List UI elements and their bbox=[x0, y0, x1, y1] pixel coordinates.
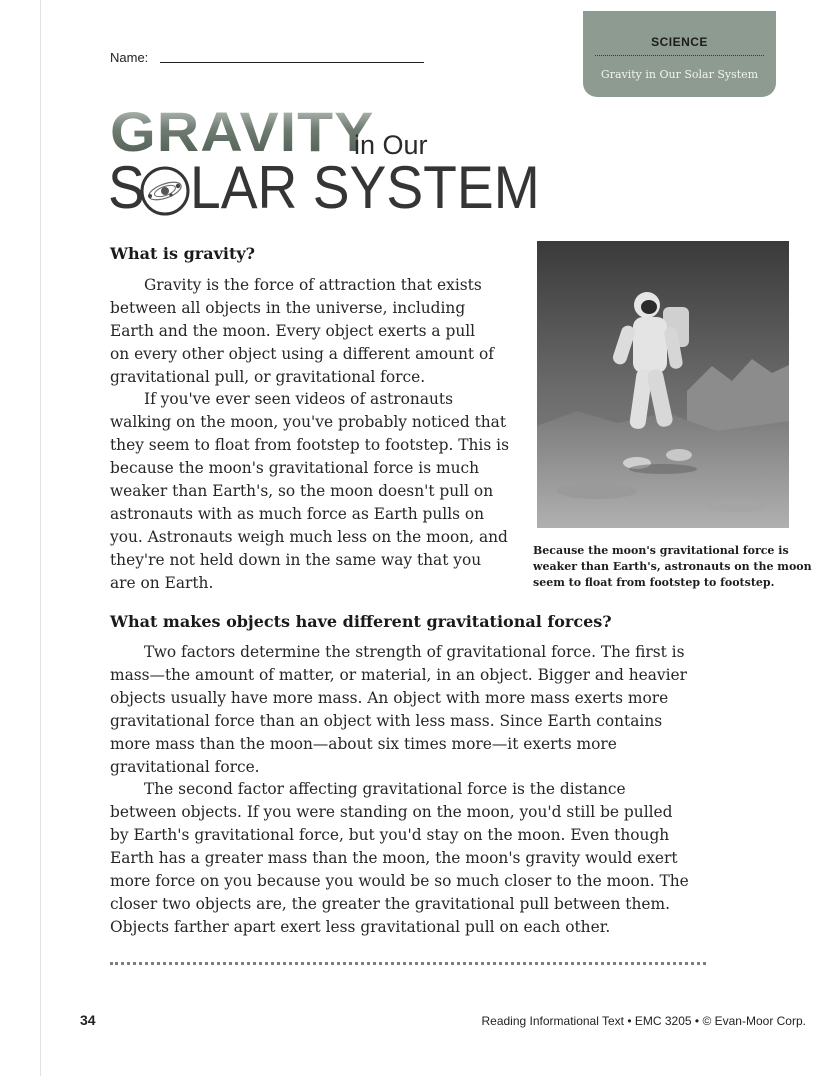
name-writing-line bbox=[160, 62, 424, 63]
photo-caption: Because the moon's gravitational force is weaker than Earth's, astronauts on the moon seem to float from footstep to footstep. bbox=[533, 544, 812, 589]
paragraph-astronauts: If you've ever seen videos of astronauts walking on the moon, you've probably noticed that they seem to float from footstep to footstep. This is because the moon's gravitational force is much weaker than Earth's, so the moon doesn't pull on astronauts with as much force as Earth pulls on you. Astronauts weigh much less on the moon, and they're not held down in the same way that you are on Earth. bbox=[110, 390, 509, 592]
subject-tab bbox=[583, 11, 776, 97]
solar-system-icon bbox=[140, 166, 190, 216]
page-number: 34 bbox=[80, 1012, 96, 1028]
page-margin-line bbox=[40, 0, 41, 1076]
section-heading-different-forces: What makes objects have different gravitational forces? bbox=[110, 612, 612, 631]
paragraph-distance: The second factor affecting gravitational force is the distance between objects. If you were standing on the moon, you'd still be pulled by Earth's gravitational force, but you'd stay on the moon. Even though Earth has a greater mass than the moon, the moon's gravity would exert more force on you because you would be so much closer to the moon. The closer two objects are, the greater the gravitational pull between them. Objects farther apart exert less gravitational pull on each other. bbox=[110, 780, 689, 936]
footer-credit: Reading Informational Text • EMC 3205 • © Evan-Moor Corp. bbox=[481, 1014, 806, 1028]
title-gravity-word: GRAVITY bbox=[110, 100, 375, 163]
section-end-divider bbox=[110, 962, 706, 965]
paragraph-gravity-definition: Gravity is the force of attraction that exists between all objects in the universe, including Earth and the moon. Every object exerts a pull on every other object using a different amount of gravitational pull, or gravitational force. bbox=[110, 276, 494, 386]
name-label: Name: bbox=[110, 50, 149, 65]
tab-divider bbox=[595, 55, 764, 56]
subject-label: SCIENCE bbox=[651, 35, 708, 49]
title-solar-system: LAR SYSTEM bbox=[190, 154, 540, 221]
section-heading-what-is-gravity: What is gravity? bbox=[110, 244, 256, 263]
unit-title: Gravity in Our Solar System bbox=[600, 68, 759, 81]
title-solar-first-letter: S bbox=[108, 154, 145, 221]
paragraph-mass: Two factors determine the strength of gravitational force. The first is mass—the amount of matter, or material, in an object. Bigger and heavier objects usually have more mass. An object with more mass exerts more gravitational force than an object with less mass. Since Earth contains more mass than the moon—about six times more—it exerts more gravitational force. bbox=[110, 643, 687, 776]
title-in-our: in Our bbox=[354, 130, 428, 160]
astronaut-on-moon-photo bbox=[537, 241, 789, 528]
